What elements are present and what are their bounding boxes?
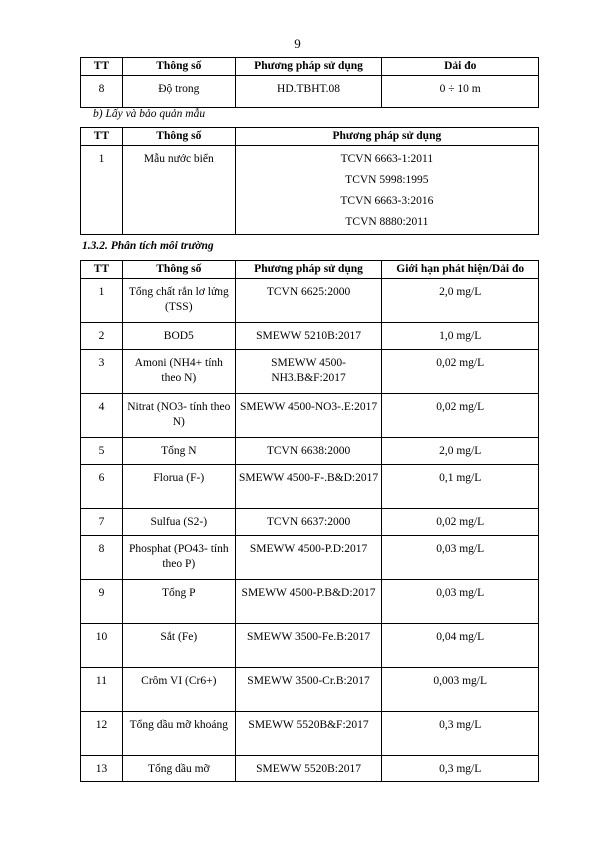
table-row xyxy=(81,465,539,509)
cell-range: 0 ÷ 10 m xyxy=(382,76,539,108)
table-row xyxy=(81,624,539,668)
cell-tt: 3 xyxy=(81,350,123,394)
table-row xyxy=(81,536,539,580)
cell-limit: 2,0 mg/L xyxy=(382,438,539,465)
cell-method: SMEWW 5520B&F:2017 xyxy=(235,712,382,756)
table-row xyxy=(81,76,539,108)
table-row xyxy=(81,668,539,712)
table-row xyxy=(81,323,539,350)
cell-param: Tổng dầu mỡ xyxy=(122,756,235,782)
cell-tt: 13 xyxy=(81,756,123,782)
analysis-table-body xyxy=(81,279,539,782)
cell-limit: 0,1 mg/L xyxy=(382,465,539,509)
cell-tt: 10 xyxy=(81,624,123,668)
page-number: 9 xyxy=(294,36,301,51)
header-range: Dải đo xyxy=(382,58,539,76)
cell-limit: 0,3 mg/L xyxy=(382,756,539,782)
sampling-table xyxy=(80,127,539,235)
cell-param: Crôm VI (Cr6+) xyxy=(122,668,235,712)
cell-limit: 0,02 mg/L xyxy=(382,350,539,394)
analysis-table xyxy=(80,260,539,782)
cell-method: SMEWW 3500-Cr.B:2017 xyxy=(235,668,382,712)
cell-tt: 5 xyxy=(81,438,123,465)
cell-tt: 8 xyxy=(81,76,123,108)
measurement-table xyxy=(80,57,539,108)
table-header-row xyxy=(81,261,539,279)
method-line: TCVN 6663-1:2011 xyxy=(340,153,434,165)
cell-tt: 2 xyxy=(81,323,123,350)
cell-method: TCVN 6625:2000 xyxy=(235,279,382,323)
cell-method: SMEWW 5520B:2017 xyxy=(235,756,382,782)
cell-method: SMEWW 4500-P.B&D:2017 xyxy=(235,580,382,624)
cell-param: Tổng dầu mỡ khoáng xyxy=(122,712,235,756)
cell-tt: 1 xyxy=(81,279,123,323)
table-row xyxy=(81,279,539,323)
table-row xyxy=(81,438,539,465)
method-line: TCVN 8880:2011 xyxy=(345,216,429,228)
cell-tt: 1 xyxy=(81,146,123,235)
table-row xyxy=(81,394,539,438)
cell-tt: 11 xyxy=(81,668,123,712)
header-limit: Giới hạn phát hiện/Dải đo xyxy=(382,261,539,279)
header-method: Phương pháp sử dụng xyxy=(235,128,538,146)
header-param: Thông số xyxy=(122,128,235,146)
table-row xyxy=(81,756,539,782)
cell-method: SMEWW 4500-NO3-.E:2017 xyxy=(235,394,382,438)
header-tt: TT xyxy=(81,261,123,279)
table-header-row xyxy=(81,58,539,76)
cell-method: HD.TBHT.08 xyxy=(235,76,382,108)
cell-param: Sulfua (S2-) xyxy=(122,509,235,536)
cell-method: SMEWW 4500-F-.B&D:2017 xyxy=(235,465,382,509)
cell-tt: 9 xyxy=(81,580,123,624)
cell-param: Florua (F-) xyxy=(122,465,235,509)
cell-limit: 0,02 mg/L xyxy=(382,394,539,438)
cell-limit: 1,0 mg/L xyxy=(382,323,539,350)
cell-method: SMEWW 4500-P.D:2017 xyxy=(235,536,382,580)
cell-method: TCVN 6638:2000 xyxy=(235,438,382,465)
cell-param: Amoni (NH4+ tính theo N) xyxy=(122,350,235,394)
cell-method: TCVN 6637:2000 xyxy=(235,509,382,536)
table-row xyxy=(81,350,539,394)
header-method: Phương pháp sử dụng xyxy=(235,58,382,76)
cell-param: Tổng P xyxy=(122,580,235,624)
cell-param: Phosphat (PO43- tính theo P) xyxy=(122,536,235,580)
cell-tt: 8 xyxy=(81,536,123,580)
table-row xyxy=(81,712,539,756)
cell-limit: 2,0 mg/L xyxy=(382,279,539,323)
section-b-heading: b) Lấy và bảo quản mẫu xyxy=(93,108,206,120)
cell-method: SMEWW 3500-Fe.B:2017 xyxy=(235,624,382,668)
cell-param: BOD5 xyxy=(122,323,235,350)
header-param: Thông số xyxy=(122,261,235,279)
cell-param: Sắt (Fe) xyxy=(122,624,235,668)
cell-limit: 0,003 mg/L xyxy=(382,668,539,712)
header-tt: TT xyxy=(81,58,123,76)
cell-param: Tổng N xyxy=(122,438,235,465)
cell-methods xyxy=(235,146,538,235)
header-param: Thông số xyxy=(122,58,235,76)
cell-tt: 12 xyxy=(81,712,123,756)
cell-tt: 6 xyxy=(81,465,123,509)
cell-limit: 0,3 mg/L xyxy=(382,712,539,756)
cell-param: Độ trong xyxy=(122,76,235,108)
cell-param: Nitrat (NO3- tính theo N) xyxy=(122,394,235,438)
method-line: TCVN 5998:1995 xyxy=(345,174,429,186)
table-row xyxy=(81,146,539,235)
table-row xyxy=(81,580,539,624)
cell-limit: 0,02 mg/L xyxy=(382,509,539,536)
cell-limit: 0,03 mg/L xyxy=(382,580,539,624)
header-tt: TT xyxy=(81,128,123,146)
cell-limit: 0,03 mg/L xyxy=(382,536,539,580)
table-header-row xyxy=(81,128,539,146)
method-line: TCVN 6663-3:2016 xyxy=(340,195,434,207)
cell-limit: 0,04 mg/L xyxy=(382,624,539,668)
cell-param: Mẫu nước biển xyxy=(122,146,235,235)
cell-method: SMEWW 5210B:2017 xyxy=(235,323,382,350)
cell-tt: 4 xyxy=(81,394,123,438)
cell-method: SMEWW 4500-NH3.B&F:2017 xyxy=(235,350,382,394)
cell-param: Tổng chất rắn lơ lửng (TSS) xyxy=(122,279,235,323)
cell-tt: 7 xyxy=(81,509,123,536)
section-132-heading: 1.3.2. Phân tích môi trường xyxy=(82,240,214,252)
header-method: Phương pháp sử dụng xyxy=(235,261,382,279)
table-row xyxy=(81,509,539,536)
